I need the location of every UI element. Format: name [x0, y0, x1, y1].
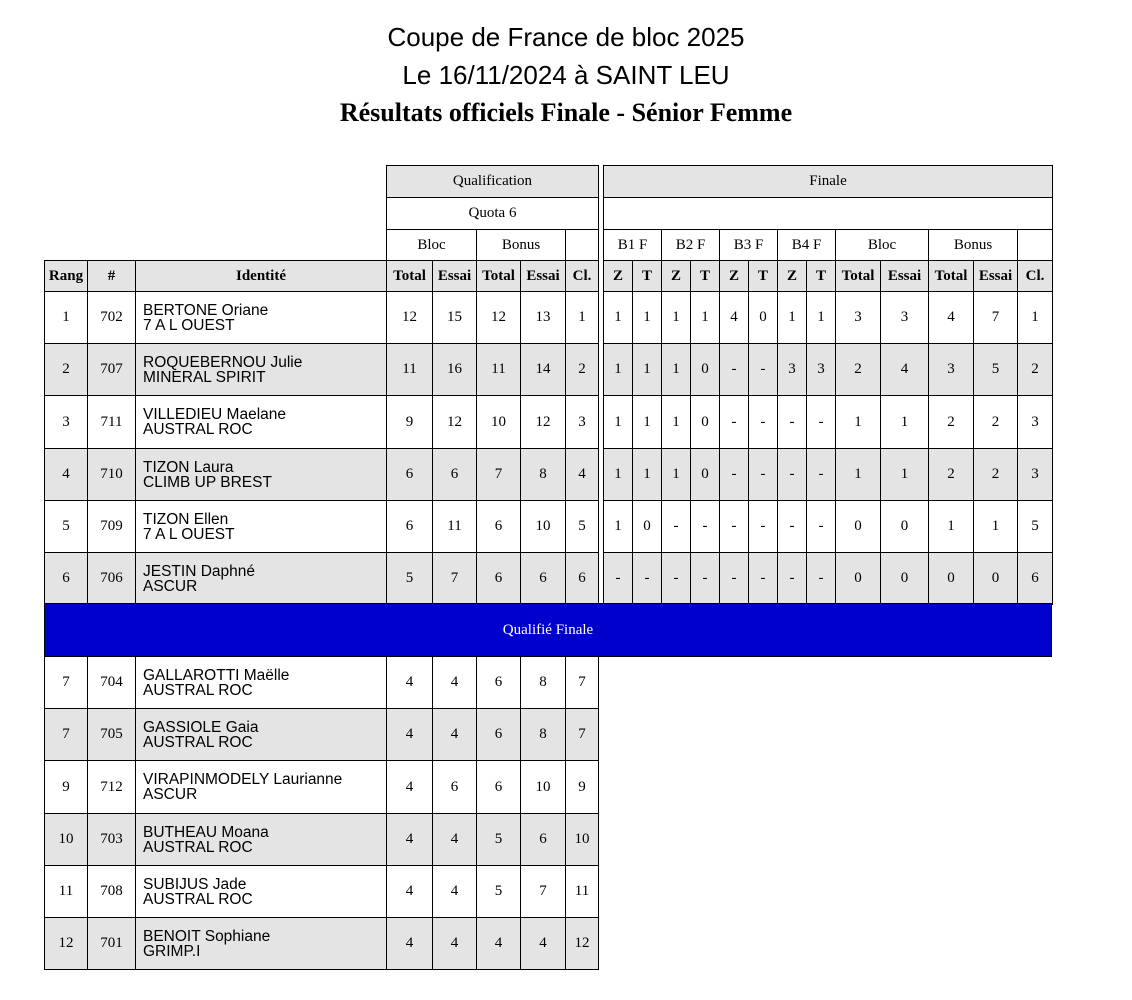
qual-score-cell: 6 — [476, 656, 521, 709]
finale-score-cell: 1 — [880, 448, 929, 501]
athlete-name: SUBIJUS Jade — [143, 875, 247, 893]
finale-score-cell: - — [719, 343, 749, 396]
rank-cell: 5 — [44, 500, 88, 553]
athlete-club: AUSTRAL ROC — [143, 838, 253, 856]
qual-score-cell: 12 — [386, 291, 433, 344]
qual-score-cell: 10 — [476, 395, 521, 449]
athlete-club: ASCUR — [143, 786, 198, 803]
qual-score-cell: 7 — [432, 552, 477, 605]
qualification-group-header: Qualification — [386, 165, 599, 198]
finale-score-cell: 1 — [603, 448, 633, 501]
finale-score-cell: 4 — [928, 291, 974, 344]
finale-score-cell: 3 — [806, 343, 836, 396]
finale-score-cell: 1 — [661, 291, 691, 344]
finale-score-cell: 0 — [928, 552, 974, 605]
finale-score-cell: 1 — [632, 395, 662, 449]
qual-score-cell: 12 — [476, 291, 521, 344]
qual-score-cell: 15 — [432, 291, 477, 344]
qual-score-cell: 4 — [432, 708, 477, 761]
qual-score-cell: 10 — [565, 813, 599, 866]
qual-score-cell: 7 — [565, 708, 599, 761]
column-header: T — [690, 260, 720, 292]
qual-score-cell: 9 — [565, 760, 599, 814]
finale-score-cell: - — [748, 343, 778, 396]
qual-score-cell: 11 — [386, 343, 433, 396]
qual-score-cell: 6 — [386, 448, 433, 501]
athlete-club: 7 A L OUEST — [143, 316, 235, 334]
athlete-name: VILLEDIEU Maelane — [143, 406, 287, 423]
finale-score-cell: 1 — [632, 343, 662, 396]
finale-subheader: B1 F — [603, 229, 662, 261]
bib-cell: 703 — [87, 813, 136, 866]
finale-subheader: Bonus — [928, 229, 1018, 261]
qual-score-cell: 4 — [386, 760, 433, 814]
athlete-name: BENOIT Sophiane — [143, 927, 271, 945]
qual-subheader: Bonus — [476, 229, 566, 261]
athlete-name: GASSIOLE Gaia — [143, 718, 259, 736]
finale-group-header: Finale — [603, 165, 1053, 198]
finale-score-cell: - — [748, 552, 778, 605]
column-header: Total — [386, 260, 433, 292]
athlete-identity — [135, 291, 387, 344]
finale-subheader: Bloc — [835, 229, 929, 261]
rank-cell: 12 — [44, 917, 88, 970]
column-header: Essai — [880, 260, 929, 292]
athlete-name: BUTHEAU Moana — [143, 823, 269, 841]
rank-cell: 9 — [44, 760, 88, 814]
rank-cell: 7 — [44, 708, 88, 761]
finale-score-cell: 5 — [1017, 500, 1053, 553]
qual-subheader: Bloc — [386, 229, 477, 261]
athlete-identity — [135, 917, 387, 970]
column-header: Essai — [973, 260, 1018, 292]
rank-cell: 3 — [44, 395, 88, 449]
competition-title: Coupe de France de bloc 2025 — [387, 22, 745, 52]
qual-score-cell: 8 — [520, 448, 566, 501]
finale-score-cell: 2 — [973, 448, 1018, 501]
qual-score-cell: 4 — [432, 917, 477, 970]
finale-score-cell: 0 — [690, 395, 720, 449]
athlete-identity — [135, 448, 387, 501]
bib-cell: 702 — [87, 291, 136, 344]
column-header: Total — [928, 260, 974, 292]
column-header: Essai — [432, 260, 477, 292]
finale-score-cell: - — [719, 552, 749, 605]
athlete-identity — [135, 395, 387, 449]
qual-score-cell: 1 — [565, 291, 599, 344]
column-header: Z — [603, 260, 633, 292]
column-header: T — [748, 260, 778, 292]
qual-score-cell: 11 — [565, 865, 599, 918]
athlete-identity — [135, 760, 387, 814]
bib-cell: 704 — [87, 656, 136, 709]
athlete-identity — [135, 708, 387, 761]
finale-score-cell: 1 — [661, 395, 691, 449]
qual-score-cell: 11 — [432, 500, 477, 553]
qual-score-cell: 5 — [565, 500, 599, 553]
bib-cell: 710 — [87, 448, 136, 501]
finale-score-cell: 0 — [835, 500, 881, 553]
results-subtitle: Résultats officiels Finale - Sénior Femme — [339, 98, 793, 127]
qual-score-cell: 4 — [520, 917, 566, 970]
finale-score-cell: - — [777, 552, 807, 605]
athlete-identity — [135, 865, 387, 918]
rank-cell: 11 — [44, 865, 88, 918]
finale-score-cell: 1 — [661, 448, 691, 501]
finale-score-cell: - — [806, 448, 836, 501]
qual-score-cell: 6 — [476, 500, 521, 553]
athlete-name: ROQUEBERNOU Julie — [143, 353, 303, 371]
qual-score-cell: 6 — [386, 500, 433, 553]
qual-score-cell: 10 — [520, 500, 566, 553]
finale-subheader: B3 F — [719, 229, 778, 261]
qual-score-cell: 7 — [476, 448, 521, 501]
bib-cell: 706 — [87, 552, 136, 605]
athlete-club: AUSTRAL ROC — [143, 421, 253, 438]
qual-score-cell: 16 — [432, 343, 477, 396]
athlete-name: TIZON Ellen — [143, 510, 229, 528]
finale-score-cell: 0 — [835, 552, 881, 605]
finale-score-cell: 1 — [835, 448, 881, 501]
qual-score-cell: 4 — [432, 865, 477, 918]
finale-score-cell: - — [661, 500, 691, 553]
athlete-club: AUSTRAL ROC — [143, 681, 253, 699]
finale-score-cell: 0 — [880, 552, 929, 605]
finale-score-cell: 3 — [1017, 448, 1053, 501]
finale-score-cell: - — [748, 448, 778, 501]
column-header: Z — [777, 260, 807, 292]
athlete-club: 7 A L OUEST — [143, 525, 235, 543]
qual-score-cell: 14 — [520, 343, 566, 396]
qual-score-cell: 4 — [386, 656, 433, 709]
finale-score-cell: 1 — [973, 500, 1018, 553]
finale-score-cell: 6 — [1017, 552, 1053, 605]
qual-score-cell: 5 — [386, 552, 433, 605]
athlete-club: MINERAL SPIRIT — [143, 368, 266, 386]
qual-subheader — [565, 229, 599, 261]
athlete-club: AUSTRAL ROC — [143, 890, 253, 908]
column-header: Essai — [520, 260, 566, 292]
finale-score-cell: - — [777, 395, 807, 449]
qual-score-cell: 6 — [432, 448, 477, 501]
bib-cell: 701 — [87, 917, 136, 970]
finale-score-cell: 1 — [880, 395, 929, 449]
bib-cell: 708 — [87, 865, 136, 918]
qual-score-cell: 7 — [520, 865, 566, 918]
finale-score-cell: 1 — [835, 395, 881, 449]
qual-score-cell: 12 — [520, 395, 566, 449]
qual-score-cell: 4 — [386, 813, 433, 866]
finale-score-cell: - — [748, 500, 778, 553]
athlete-club: CLIMB UP BREST — [143, 473, 272, 491]
qual-score-cell: 8 — [520, 708, 566, 761]
column-header: Cl. — [565, 260, 599, 292]
finale-score-cell: 1 — [777, 291, 807, 344]
quota-label: Quota 6 — [386, 197, 599, 230]
finale-score-cell: 4 — [719, 291, 749, 344]
athlete-name: BERTONE Oriane — [143, 301, 269, 319]
finale-quota-cell — [603, 197, 1053, 230]
qual-score-cell: 6 — [476, 552, 521, 605]
qual-score-cell: 9 — [386, 395, 433, 449]
qual-score-cell: 6 — [565, 552, 599, 605]
rank-cell: 4 — [44, 448, 88, 501]
finale-score-cell: 1 — [806, 291, 836, 344]
finale-score-cell: 0 — [690, 343, 720, 396]
column-header: Cl. — [1017, 260, 1053, 292]
column-header: Rang — [44, 260, 88, 292]
finale-score-cell: - — [719, 448, 749, 501]
column-header: Total — [476, 260, 521, 292]
athlete-name: JESTIN Daphné — [143, 562, 255, 580]
bib-cell: 711 — [87, 395, 136, 449]
bib-cell: 709 — [87, 500, 136, 553]
athlete-name: VIRAPINMODELY Laurianne — [143, 771, 343, 788]
event-date-place: Le 16/11/2024 à SAINT LEU — [402, 60, 730, 90]
athlete-name: GALLAROTTI Maëlle — [143, 666, 290, 684]
bib-cell: 705 — [87, 708, 136, 761]
rank-cell: 6 — [44, 552, 88, 605]
finale-score-cell: - — [632, 552, 662, 605]
finale-score-cell: - — [806, 500, 836, 553]
qual-score-cell: 6 — [432, 760, 477, 814]
qual-score-cell: 12 — [432, 395, 477, 449]
finale-score-cell: 3 — [880, 291, 929, 344]
qual-score-cell: 6 — [476, 708, 521, 761]
finale-score-cell: 1 — [603, 291, 633, 344]
finale-subheader — [1017, 229, 1053, 261]
finale-score-cell: - — [806, 395, 836, 449]
finale-score-cell: - — [719, 500, 749, 553]
qual-score-cell: 12 — [565, 917, 599, 970]
finale-score-cell: 2 — [928, 448, 974, 501]
finale-score-cell: 0 — [880, 500, 929, 553]
qualified-finale-banner: Qualifié Finale — [44, 603, 1052, 657]
finale-score-cell: - — [748, 395, 778, 449]
athlete-club: ASCUR — [143, 577, 198, 595]
finale-score-cell: 3 — [928, 343, 974, 396]
athlete-club: GRIMP.I — [143, 942, 201, 960]
qual-score-cell: 4 — [386, 865, 433, 918]
finale-score-cell: 1 — [603, 343, 633, 396]
finale-score-cell: 1 — [928, 500, 974, 553]
qual-score-cell: 10 — [520, 760, 566, 814]
column-header: Total — [835, 260, 881, 292]
qual-score-cell: 5 — [476, 813, 521, 866]
finale-subheader: B4 F — [777, 229, 836, 261]
finale-score-cell: - — [690, 500, 720, 553]
finale-score-cell: - — [806, 552, 836, 605]
finale-score-cell: 1 — [603, 500, 633, 553]
qual-score-cell: 3 — [565, 395, 599, 449]
finale-score-cell: 3 — [1017, 395, 1053, 449]
qual-score-cell: 13 — [520, 291, 566, 344]
qual-score-cell: 5 — [476, 865, 521, 918]
athlete-identity — [135, 552, 387, 605]
finale-subheader: B2 F — [661, 229, 720, 261]
finale-score-cell: 1 — [661, 343, 691, 396]
column-header: T — [632, 260, 662, 292]
finale-score-cell: - — [719, 395, 749, 449]
finale-score-cell: 2 — [973, 395, 1018, 449]
column-header: Identité — [135, 260, 387, 292]
qual-score-cell: 4 — [476, 917, 521, 970]
finale-score-cell: 3 — [777, 343, 807, 396]
finale-score-cell: - — [777, 448, 807, 501]
athlete-name: TIZON Laura — [143, 458, 234, 476]
finale-score-cell: 0 — [973, 552, 1018, 605]
rank-cell: 1 — [44, 291, 88, 344]
column-header: Z — [661, 260, 691, 292]
rank-cell: 7 — [44, 656, 88, 709]
qual-score-cell: 4 — [386, 917, 433, 970]
finale-score-cell: 5 — [973, 343, 1018, 396]
qual-score-cell: 2 — [565, 343, 599, 396]
athlete-identity — [135, 343, 387, 396]
finale-score-cell: - — [690, 552, 720, 605]
qual-score-cell: 11 — [476, 343, 521, 396]
finale-score-cell: - — [661, 552, 691, 605]
qual-score-cell: 7 — [565, 656, 599, 709]
qual-score-cell: 6 — [476, 760, 521, 814]
column-header: T — [806, 260, 836, 292]
finale-score-cell: 2 — [835, 343, 881, 396]
qual-score-cell: 6 — [520, 552, 566, 605]
finale-score-cell: 1 — [632, 291, 662, 344]
rank-cell: 10 — [44, 813, 88, 866]
qual-score-cell: 4 — [565, 448, 599, 501]
finale-score-cell: 1 — [603, 395, 633, 449]
finale-score-cell: 2 — [928, 395, 974, 449]
qual-score-cell: 4 — [386, 708, 433, 761]
finale-score-cell: 1 — [632, 448, 662, 501]
column-header: Z — [719, 260, 749, 292]
qual-score-cell: 8 — [520, 656, 566, 709]
finale-score-cell: 0 — [690, 448, 720, 501]
qual-score-cell: 4 — [432, 813, 477, 866]
bib-cell: 712 — [87, 760, 136, 814]
finale-score-cell: 1 — [690, 291, 720, 344]
finale-score-cell: 4 — [880, 343, 929, 396]
column-header: # — [87, 260, 136, 292]
qual-score-cell: 6 — [520, 813, 566, 866]
qual-score-cell: 4 — [432, 656, 477, 709]
finale-score-cell: 0 — [748, 291, 778, 344]
finale-score-cell: 7 — [973, 291, 1018, 344]
finale-score-cell: - — [777, 500, 807, 553]
athlete-identity — [135, 813, 387, 866]
finale-score-cell: 3 — [835, 291, 881, 344]
athlete-identity — [135, 500, 387, 553]
bib-cell: 707 — [87, 343, 136, 396]
finale-score-cell: - — [603, 552, 633, 605]
athlete-club: AUSTRAL ROC — [143, 733, 253, 751]
finale-score-cell: 0 — [632, 500, 662, 553]
finale-score-cell: 1 — [1017, 291, 1053, 344]
finale-score-cell: 2 — [1017, 343, 1053, 396]
rank-cell: 2 — [44, 343, 88, 396]
athlete-identity — [135, 656, 387, 709]
